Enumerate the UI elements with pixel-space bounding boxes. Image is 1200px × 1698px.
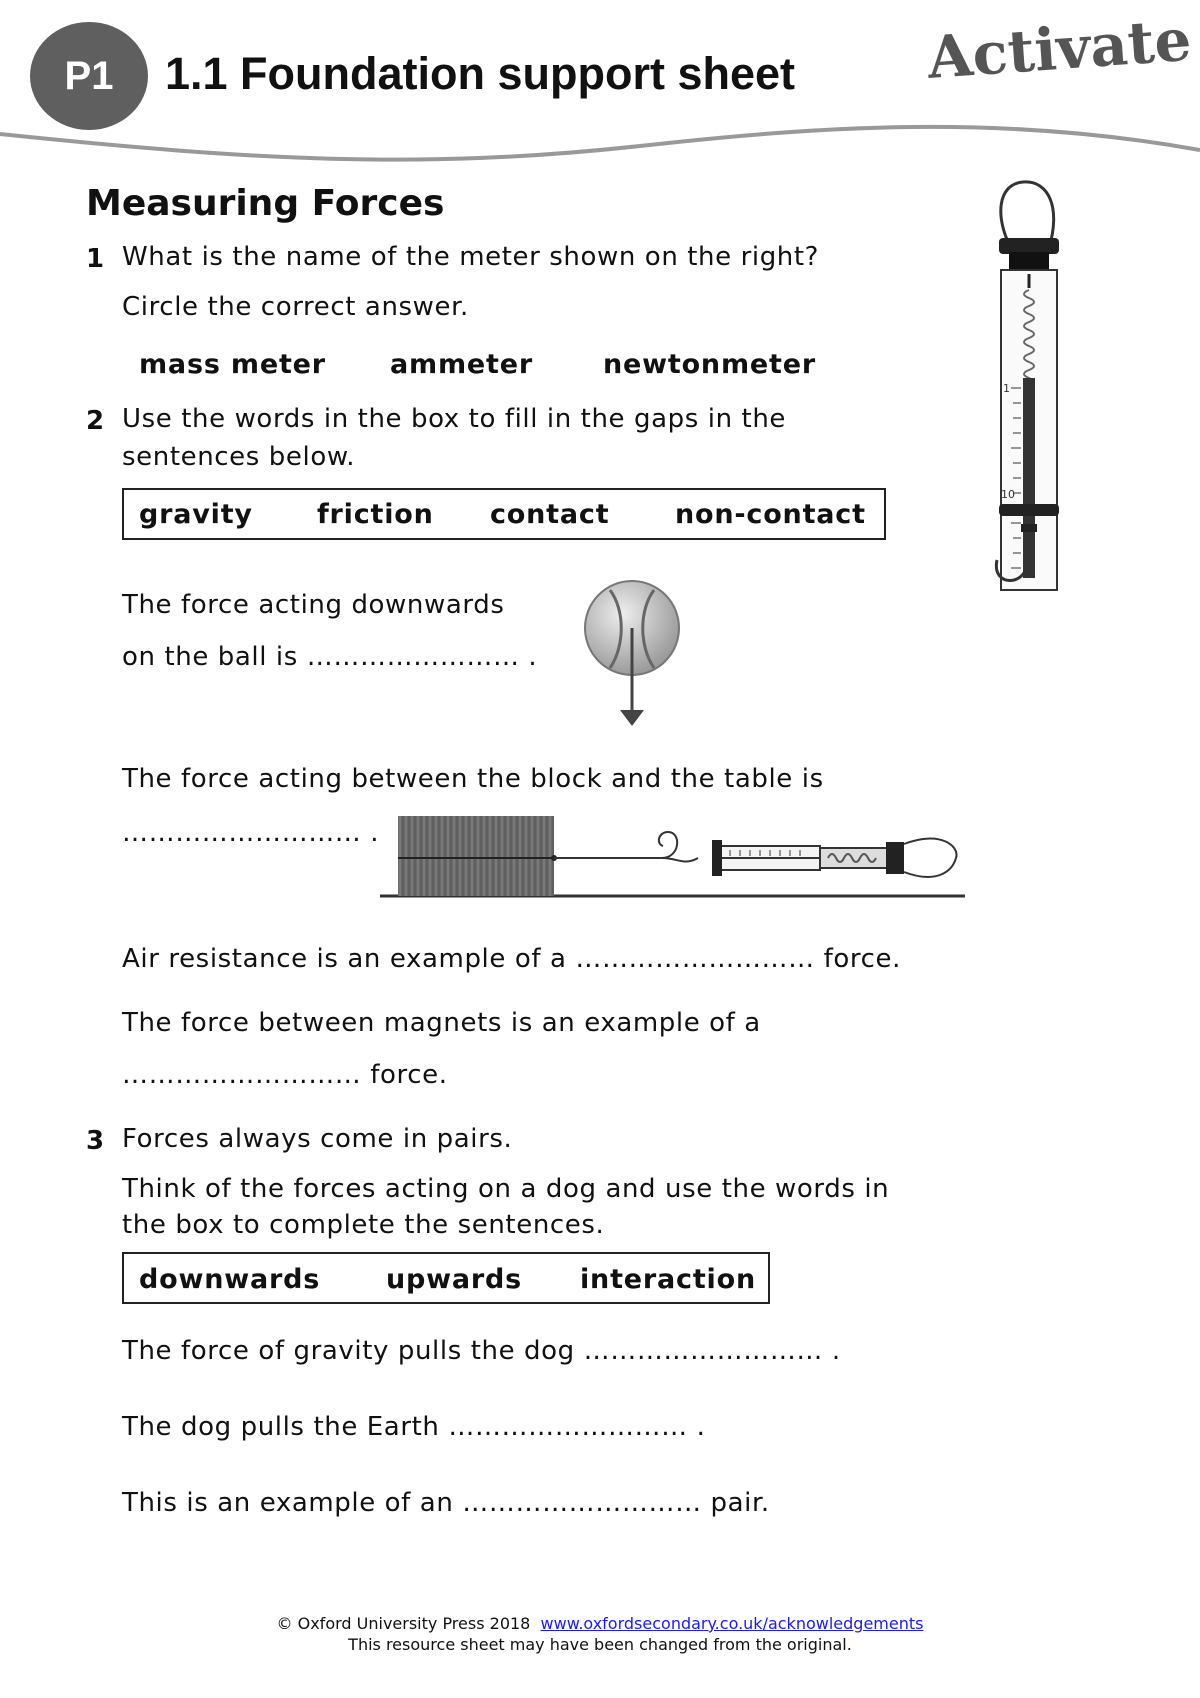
q1-option-ammeter[interactable]: ammeter <box>390 349 533 380</box>
wooden-block <box>398 816 554 896</box>
footer-note: This resource sheet may have been changed from the original. <box>348 1635 852 1654</box>
q3-word-downwards: downwards <box>139 1264 321 1295</box>
acknowledgements-link[interactable]: www.oxfordsecondary.co.uk/acknowledgements <box>540 1614 924 1633</box>
q2-sentence1-line2: on the ball is …………………… . <box>122 642 538 672</box>
footer-copyright-line <box>0 1614 1200 1633</box>
q3-line3: the box to complete the sentences. <box>122 1210 605 1240</box>
block-and-newtonmeter-illustration <box>380 810 970 910</box>
brand-logo: Activate <box>925 5 1194 92</box>
q3-line2: Think of the forces acting on a dog and use the words in <box>122 1174 890 1204</box>
meter-scale-label-1: 1 <box>1003 382 1010 395</box>
section-title: Measuring Forces <box>86 183 445 224</box>
question-number-1: 1 <box>86 244 105 274</box>
q1-option-mass-meter[interactable]: mass meter <box>139 349 326 380</box>
q2-word-contact: contact <box>490 499 610 530</box>
force-arrow-head <box>620 710 644 726</box>
question-number-3: 3 <box>86 1126 105 1156</box>
footer-copyright: © Oxford University Press 2018 <box>276 1614 531 1633</box>
q2-sentence4-line1: The force between magnets is an example of a <box>122 1008 761 1038</box>
q3-line1: Forces always come in pairs. <box>122 1124 513 1154</box>
q3-sentence2: The dog pulls the Earth ……………………… . <box>122 1412 706 1442</box>
newtonmeter-illustration <box>985 178 1075 608</box>
q1-instruction: Circle the correct answer. <box>122 292 469 322</box>
page-title: 1.1 Foundation support sheet <box>165 48 796 99</box>
q3-word-upwards: upwards <box>386 1264 523 1295</box>
q2-sentence2-line2: ……………………… . <box>122 818 380 848</box>
q2-word-friction: friction <box>317 499 434 530</box>
q1-prompt: What is the name of the meter shown on the right? <box>122 242 820 272</box>
q2-sentence2-line1: The force acting between the block and the table is <box>122 764 824 794</box>
unit-badge-label: P1 <box>64 54 114 98</box>
q2-word-gravity: gravity <box>139 499 253 530</box>
q2-sentence3: Air resistance is an example of a ……………………… force. <box>122 944 901 974</box>
q2-sentence4-line2: ……………………… force. <box>122 1060 448 1090</box>
q2-prompt-line2: sentences below. <box>122 442 356 472</box>
meter-scale-label-10: 10 <box>1001 488 1015 501</box>
q2-sentence1-line1: The force acting downwards <box>122 590 505 620</box>
q3-sentence1: The force of gravity pulls the dog ……………………… . <box>122 1336 841 1366</box>
q3-word-interaction: interaction <box>580 1264 756 1295</box>
ball-illustration <box>570 560 680 730</box>
q3-sentence3: This is an example of an ……………………… pair. <box>122 1488 770 1518</box>
question-number-2: 2 <box>86 406 105 436</box>
q2-prompt-line1: Use the words in the box to fill in the gaps in the <box>122 404 786 434</box>
q2-word-non-contact: non-contact <box>675 499 866 530</box>
q1-option-newtonmeter[interactable]: newtonmeter <box>603 349 816 380</box>
